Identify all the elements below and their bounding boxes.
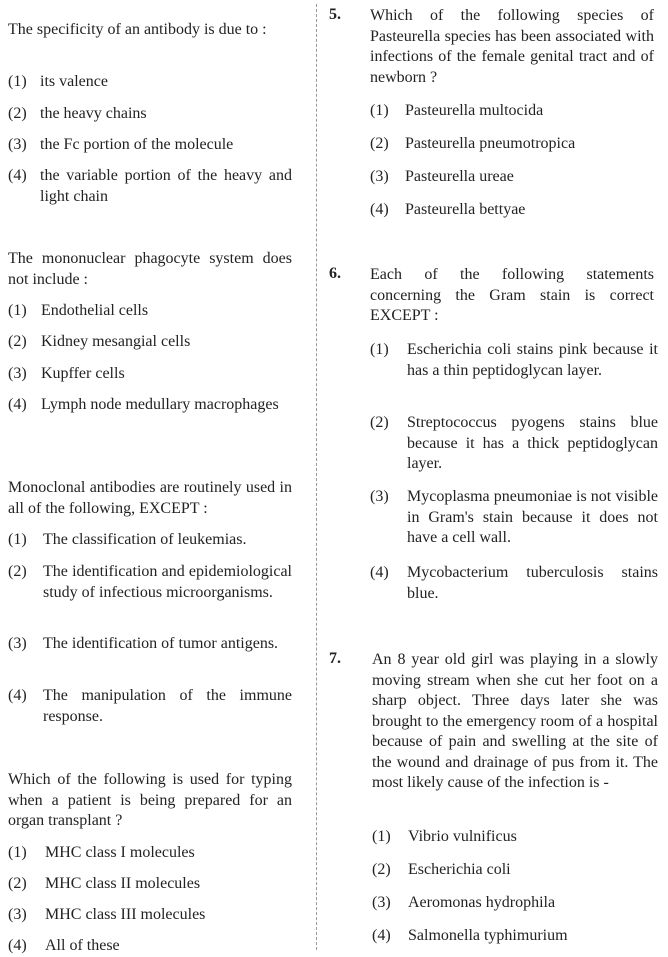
question-block (8, 478, 292, 519)
option-number: (3) (372, 894, 391, 911)
option-text: Escherichia coli (408, 861, 511, 878)
option-number: (3) (8, 136, 27, 153)
option-number: (2) (370, 135, 389, 152)
option-number: (3) (8, 635, 27, 652)
option-text: Mycobacterium tuberculosis stains blue. (407, 564, 658, 602)
answer-option[interactable] (8, 332, 292, 353)
answer-option[interactable] (8, 905, 292, 926)
answer-option[interactable] (8, 72, 292, 93)
option-text: Streptococcus pyogens stains blue because it has a thick peptidoglycan layer. (407, 414, 658, 472)
option-text: The manipulation of the immune response. (43, 687, 292, 725)
option-text: MHC class I molecules (45, 844, 195, 861)
option-text: All of these (45, 937, 120, 954)
answer-option[interactable] (370, 101, 654, 122)
question-stem: The mononuclear phagocyte system does not include : (8, 250, 292, 288)
option-text: Pasteurella bettyae (405, 201, 526, 218)
option-number: (1) (370, 341, 389, 358)
option-text: The identification and epidemiological study of infectious microorganisms. (43, 563, 292, 601)
answer-option[interactable] (372, 926, 658, 947)
question-block (8, 770, 292, 832)
option-text: Pasteurella ureae (405, 168, 514, 185)
option-text: Kupffer cells (41, 365, 125, 382)
answer-option[interactable] (8, 562, 292, 603)
option-text: Pasteurella pneumotropica (405, 135, 576, 152)
answer-option[interactable] (372, 893, 658, 914)
option-text: the heavy chains (40, 105, 147, 122)
option-text: MHC class III molecules (45, 906, 206, 923)
question-stem: The specificity of an antibody is due to : (8, 21, 267, 38)
question-stem: Which of the following is used for typing when a patient is being prepared for an organ transplant ? (8, 771, 292, 829)
option-number: (1) (8, 531, 27, 548)
answer-option[interactable] (8, 364, 292, 385)
option-text: Endothelial cells (41, 302, 149, 319)
answer-option[interactable] (8, 395, 292, 416)
question-number: 7. (329, 650, 341, 667)
answer-option[interactable] (370, 487, 658, 549)
answer-option[interactable] (8, 135, 292, 156)
answer-option[interactable] (8, 104, 292, 125)
option-number: (4) (370, 564, 389, 581)
option-number: (2) (372, 861, 391, 878)
option-text: the variable portion of the heavy and light chain (40, 167, 292, 205)
option-number: (3) (370, 488, 389, 505)
answer-option[interactable] (370, 134, 654, 155)
option-text: Lymph node medullary macrophages (41, 396, 279, 413)
question-stem: Each of the following statements concerning the Gram stain is correct EXCEPT : (370, 266, 654, 324)
option-number: (1) (8, 844, 27, 861)
option-text: Escherichia coli stains pink because it has a thin peptidoglycan layer. (407, 341, 658, 379)
answer-option[interactable] (372, 860, 658, 881)
option-number: (1) (8, 73, 27, 90)
option-text: Vibrio vulnificus (408, 828, 517, 845)
option-number: (3) (8, 906, 27, 923)
answer-option[interactable] (8, 301, 292, 322)
question-number: 5. (329, 6, 341, 23)
option-number: (2) (8, 563, 27, 580)
option-number: (3) (370, 168, 389, 185)
answer-option[interactable] (370, 200, 654, 221)
answer-option[interactable] (370, 340, 658, 381)
option-number: (2) (8, 105, 27, 122)
option-number: (3) (8, 365, 27, 382)
option-number: (1) (8, 302, 27, 319)
answer-option[interactable] (370, 167, 654, 188)
option-text: Mycoplasma pneumoniae is not visible in Gram's stain because it does not have a cell wall. (407, 488, 658, 546)
answer-option[interactable] (8, 843, 292, 864)
answer-option[interactable] (8, 530, 292, 551)
answer-option[interactable] (8, 936, 292, 957)
question-block (370, 6, 654, 88)
question-block (8, 249, 292, 290)
option-number: (4) (8, 937, 27, 954)
option-text: its valence (40, 73, 108, 90)
question-block (370, 265, 654, 327)
option-text: MHC class II molecules (45, 875, 201, 892)
question-block (372, 650, 658, 794)
answer-option[interactable] (372, 827, 658, 848)
question-block (8, 20, 292, 41)
column-divider (316, 4, 317, 950)
option-text: The identification of tumor antigens. (43, 635, 279, 652)
answer-option[interactable] (8, 166, 292, 207)
option-number: (4) (372, 927, 391, 944)
option-number: (2) (8, 875, 27, 892)
option-text: Pasteurella multocida (405, 102, 544, 119)
answer-option[interactable] (8, 874, 292, 895)
answer-option[interactable] (8, 686, 292, 727)
answer-option[interactable] (8, 634, 292, 655)
answer-option[interactable] (370, 563, 658, 604)
question-number: 6. (329, 265, 341, 282)
question-stem: An 8 year old girl was playing in a slowly moving stream when she cut her foot on a sharp object. Three days later she was brought to the emergency room of a hospital because of pain and swelling at the site of the wound and drainage of pus from it. The most likely cause of the infection is - (372, 651, 658, 791)
option-number: (4) (8, 167, 27, 184)
option-text: The classification of leukemias. (43, 531, 247, 548)
option-number: (4) (8, 396, 27, 413)
option-text: Aeromonas hydrophila (408, 894, 556, 911)
option-number: (2) (370, 414, 389, 431)
question-stem: Monoclonal antibodies are routinely used in all of the following, EXCEPT : (8, 479, 292, 517)
option-number: (4) (370, 201, 389, 218)
option-text: Salmonella typhimurium (408, 927, 568, 944)
option-number: (1) (372, 828, 391, 845)
option-text: Kidney mesangial cells (41, 333, 191, 350)
option-number: (2) (8, 333, 27, 350)
answer-option[interactable] (370, 413, 658, 475)
option-number: (1) (370, 102, 389, 119)
option-text: the Fc portion of the molecule (40, 136, 234, 153)
option-number: (4) (8, 687, 27, 704)
question-stem: Which of the following species of Pasteurella species has been associated with infections of the female genital tract and of newborn ? (370, 7, 654, 86)
